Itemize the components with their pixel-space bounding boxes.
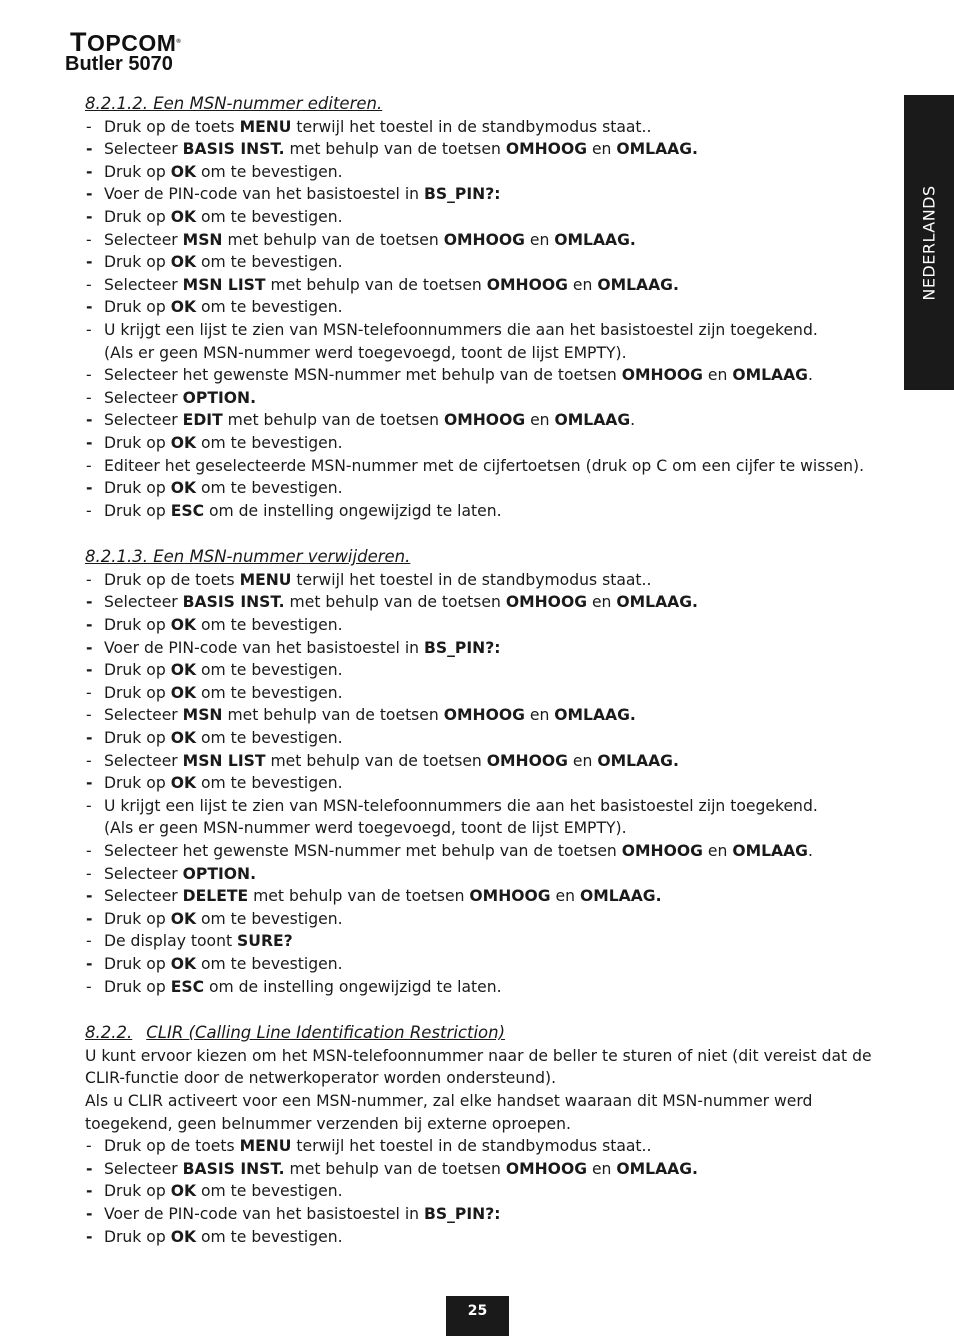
list-dash: - [86,887,93,906]
list-item [85,682,880,705]
text-run: . [807,366,813,385]
text-run: terwijl het toestel in de standbymodus staat.. [291,117,652,136]
text-run: om te bevestigen. [196,729,343,748]
list-item [85,229,880,252]
key-term: OK [170,253,197,272]
paragraph-line: toegekend, geen belnummer verzenden bij externe oproepen. [85,1114,571,1133]
key-term: MENU [239,1137,292,1156]
text-run: Selecteer [104,140,183,159]
text-run: met behulp van de toetsen [284,593,506,612]
text-run: terwijl het toestel in de standbymodus staat.. [291,570,652,589]
key-term: OK [170,1227,197,1246]
section-heading [85,1022,880,1045]
paragraph-line: Als u CLIR activeert voor een MSN-nummer, zal elke handset waaraan dit MSN-nummer werd [85,1091,813,1110]
list-dash: - [86,1159,93,1178]
text-run: Voer de PIN-code van het basistoestel in [104,1204,425,1223]
list-dash: - [86,207,93,226]
section-title: 8.2.1.2. Een MSN-nummer editeren. [85,94,383,113]
text-run: om te bevestigen. [196,298,343,317]
key-term: OMLAAG [732,842,808,860]
text-run: Druk op [104,661,171,680]
text-run: om te bevestigen. [196,909,343,928]
list-dash: - [86,706,92,725]
text-run: Druk op [104,729,171,748]
language-tab [904,95,954,390]
text-run: Druk op [104,909,171,928]
key-term: OMHOOG [443,411,526,430]
text-run: Selecteer [104,887,183,906]
text-run: om te bevestigen. [196,661,343,680]
key-term: OMHOOG [621,842,703,860]
list-dash: - [86,298,93,317]
text-run: en [702,366,733,385]
list-dash: - [86,479,93,498]
section-gap [85,998,880,1022]
key-term: MSN [182,706,223,725]
list-dash: - [86,751,92,770]
text-run: . [630,411,636,430]
section-title: CLIR (Calling Line Identification Restriction) [146,1023,506,1043]
key-term: MSN LIST [182,275,266,294]
key-term: OK [170,683,197,702]
list-dash: - [86,185,93,204]
list-dash: - [86,932,92,951]
text-run: en [567,751,598,770]
key-term: BS_PIN?: [424,185,501,204]
list-item [85,930,880,953]
text-run: om te bevestigen. [196,253,343,272]
list-item [85,1226,880,1249]
list-dash: - [86,117,92,136]
key-term: MENU [239,570,292,589]
key-term: OPTION. [182,388,257,407]
text-run: Voer de PIN-code van het basistoestel in [104,638,425,657]
list-item [85,1203,880,1226]
list-item [85,364,880,387]
text-run: en [567,275,598,294]
text-run: om de instelling ongewijzigd te laten. [204,977,502,996]
list-dash: - [86,570,92,589]
key-term: OMLAAG. [616,593,698,612]
page-number: 25 [446,1296,509,1336]
key-term: OMHOOG [505,140,587,159]
text-run: Selecteer het gewenste MSN-nummer met behulp van de toetsen [104,842,622,860]
list-dash: - [86,388,92,407]
topcom-logo: TOPCOM® [70,27,182,57]
text-run: Druk op [104,774,171,793]
list-dash: - [86,864,92,883]
list-item [85,863,880,886]
text-run: Selecteer [104,1159,183,1178]
list-dash: - [86,253,93,272]
text-run: Editeer het geselecteerde MSN-nummer met de cijfertoetsen (druk op C om een cijfer te wissen). [104,456,865,475]
key-term: OMLAAG. [597,751,679,770]
key-term: OK [170,433,197,452]
list-item [85,387,880,410]
key-term: ESC [170,501,205,520]
list-dash: - [86,1227,93,1246]
text-run: Selecteer [104,275,183,294]
key-term: OMLAAG. [616,1159,698,1178]
text-run: en [524,706,555,725]
text-run: om te bevestigen. [196,954,343,973]
section-title: 8.2.1.3. Een MSN-nummer verwijderen. [85,547,411,567]
list-dash: - [86,977,92,996]
text-run: Druk op [104,616,171,635]
text-run: en [702,842,733,860]
key-term: MSN LIST [182,751,266,770]
key-term: OK [170,616,197,635]
key-term: OMHOOG [505,593,587,612]
text-run: en [524,230,555,249]
text-run: Druk op [104,683,171,702]
text-run: om te bevestigen. [196,683,343,702]
text-run: Druk op de toets [104,570,240,589]
list-dash: - [86,1137,92,1156]
list-dash: - [86,638,93,657]
text-run: Druk op de toets [104,117,240,136]
list-item [85,953,880,976]
text-run: met behulp van de toetsen [265,751,487,770]
list-dash: - [86,616,93,635]
list-dash: - [86,366,92,385]
text-run: Druk op [104,954,171,973]
text-run: met behulp van de toetsen [284,1159,506,1178]
text-run: Selecteer [104,706,183,725]
key-term: OK [170,909,197,928]
text-run: terwijl het toestel in de standbymodus staat.. [291,1137,652,1156]
list-item [85,409,880,432]
list-dash: - [86,411,93,430]
key-term: EDIT [182,411,223,430]
text-run: met behulp van de toetsen [222,706,444,725]
list-item [85,500,880,523]
list-item [85,206,880,229]
list-item [85,455,880,478]
key-term: DELETE [182,887,249,906]
list-item [85,795,880,818]
list-item [85,319,880,342]
key-term: OMLAAG. [597,275,679,294]
list-dash: - [86,796,92,815]
list-dash: - [86,909,93,928]
list-dash: - [86,1182,93,1201]
text-run: met behulp van de toetsen [265,275,487,294]
key-term: OMLAAG. [616,140,698,159]
key-term: BS_PIN?: [424,1204,501,1223]
text-run: met behulp van de toetsen [284,140,506,159]
list-item-continuation [85,817,880,840]
paragraph-line: U kunt ervoor kiezen om het MSN-telefoonnummer naar de beller te sturen of niet (dit vereist dat de [85,1046,872,1065]
text-run: Druk op [104,501,171,520]
list-item [85,704,880,727]
text-run: om te bevestigen. [196,1227,343,1246]
key-term: OK [170,1182,197,1201]
text-run: om te bevestigen. [196,207,343,226]
list-dash: - [86,683,92,702]
text-run: met behulp van de toetsen [248,887,470,906]
text-run: (Als er geen MSN-nummer werd toegevoegd, toont de lijst EMPTY). [104,819,627,838]
list-dash: - [86,433,93,452]
key-term: OK [170,207,197,226]
text-run: om te bevestigen. [196,616,343,635]
key-term: OK [170,774,197,793]
key-term: OMLAAG [732,366,808,385]
text-run: en [587,1159,617,1178]
list-dash: - [86,729,93,748]
key-term: BASIS INST. [182,1159,285,1178]
text-run: Druk op de toets [104,1137,240,1156]
text-run: . [807,842,813,860]
list-item [85,251,880,274]
list-item [85,138,880,161]
list-item [85,296,880,319]
text-run: en [550,887,580,906]
list-item [85,477,880,500]
model-name: Butler 5070 [65,53,173,75]
key-term: BASIS INST. [182,593,285,612]
list-dash: - [86,320,92,339]
text-run: U krijgt een lijst te zien van MSN-telefoonnummers die aan het basistoestel zijn toegekend. [104,796,818,815]
key-term: OK [170,479,197,498]
key-term: MENU [239,117,292,136]
key-term: BS_PIN?: [424,638,501,657]
key-term: OMLAAG. [554,706,636,725]
list-item [85,840,880,863]
list-dash: - [86,661,93,680]
text-run: Druk op [104,298,171,317]
text-run: om de instelling ongewijzigd te laten. [204,501,502,520]
list-item [85,614,880,637]
text-run: Selecteer [104,593,183,612]
list-item [85,274,880,297]
key-term: OK [170,298,197,317]
list-dash: - [86,162,93,181]
key-term: OMHOOG [505,1159,587,1178]
list-item [85,908,880,931]
language-tab-label: NEDERLANDS [919,184,939,301]
text-run: Druk op [104,162,171,181]
text-run: en [525,411,555,430]
list-item [85,659,880,682]
key-term: OK [170,661,197,680]
list-item [85,772,880,795]
key-term: OMHOOG [486,751,568,770]
text-run: Voer de PIN-code van het basistoestel in [104,185,425,204]
text-run: Selecteer [104,388,183,407]
text-run: U krijgt een lijst te zien van MSN-telefoonnummers die aan het basistoestel zijn toegekend. [104,320,818,339]
key-term: OK [170,954,197,973]
text-run: Druk op [104,207,171,226]
text-run: om te bevestigen. [196,433,343,452]
text-run: Druk op [104,977,171,996]
text-run: om te bevestigen. [196,1182,343,1201]
text-run: Selecteer [104,864,183,883]
text-run: Selecteer het gewenste MSN-nummer met behulp van de toetsen [104,366,622,385]
list-item [85,183,880,206]
text-run: Druk op [104,1182,171,1201]
key-term: ESC [170,977,205,996]
list-item [85,976,880,999]
section-heading [85,546,880,569]
text-run: Selecteer [104,751,183,770]
text-run: om te bevestigen. [196,479,343,498]
list-dash: - [86,774,93,793]
key-term: OMHOOG [443,230,525,249]
key-term: OMLAAG [554,411,631,430]
list-dash: - [86,501,92,520]
text-run: Selecteer [104,411,183,430]
list-item-continuation [85,342,880,365]
text-run: Druk op [104,433,171,452]
text-run: (Als er geen MSN-nummer werd toegevoegd, toont de lijst EMPTY). [104,343,627,362]
key-term: OMLAAG. [554,230,636,249]
list-item [85,1180,880,1203]
text-run: en [587,140,617,159]
list-dash: - [86,593,93,612]
text-run: om te bevestigen. [196,162,343,181]
text-run: en [587,593,617,612]
list-dash: - [86,954,93,973]
text-run: Druk op [104,1227,171,1246]
list-item [85,569,880,592]
key-term: OMHOOG [621,366,703,385]
list-item [85,1135,880,1158]
list-item [85,885,880,908]
key-term: MSN [182,230,223,249]
text-run: Druk op [104,253,171,272]
list-dash: - [86,842,92,860]
list-dash: - [86,1204,93,1223]
list-dash: - [86,456,92,475]
text-run: Druk op [104,479,171,498]
list-item [85,750,880,773]
list-dash: - [86,230,92,249]
text-run: om te bevestigen. [196,774,343,793]
key-term: OMHOOG [486,275,568,294]
list-item [85,432,880,455]
section-heading [85,93,880,116]
list-item [85,727,880,750]
list-dash: - [86,275,92,294]
text-run: Selecteer [104,230,183,249]
key-term: OK [170,162,197,181]
key-term: OPTION. [182,864,257,883]
section-gap [85,522,880,546]
key-term: SURE? [237,932,293,951]
list-item [85,1158,880,1181]
text-run: met behulp van de toetsen [222,230,444,249]
list-item [85,116,880,139]
key-term: OMLAAG. [579,887,662,906]
key-term: OMHOOG [443,706,525,725]
list-dash: - [86,140,93,159]
list-item [85,637,880,660]
text-run: met behulp van de toetsen [222,411,444,430]
key-term: OMHOOG [469,887,551,906]
manual-content [85,93,880,1248]
key-term: BASIS INST. [182,140,285,159]
text-run: De display toont [104,932,238,951]
paragraph-line: CLIR-functie door de netwerkoperator worden ondersteund). [85,1069,557,1088]
section-number: 8.2.2. [85,1023,133,1043]
list-item [85,591,880,614]
key-term: OK [170,729,197,748]
list-item [85,161,880,184]
